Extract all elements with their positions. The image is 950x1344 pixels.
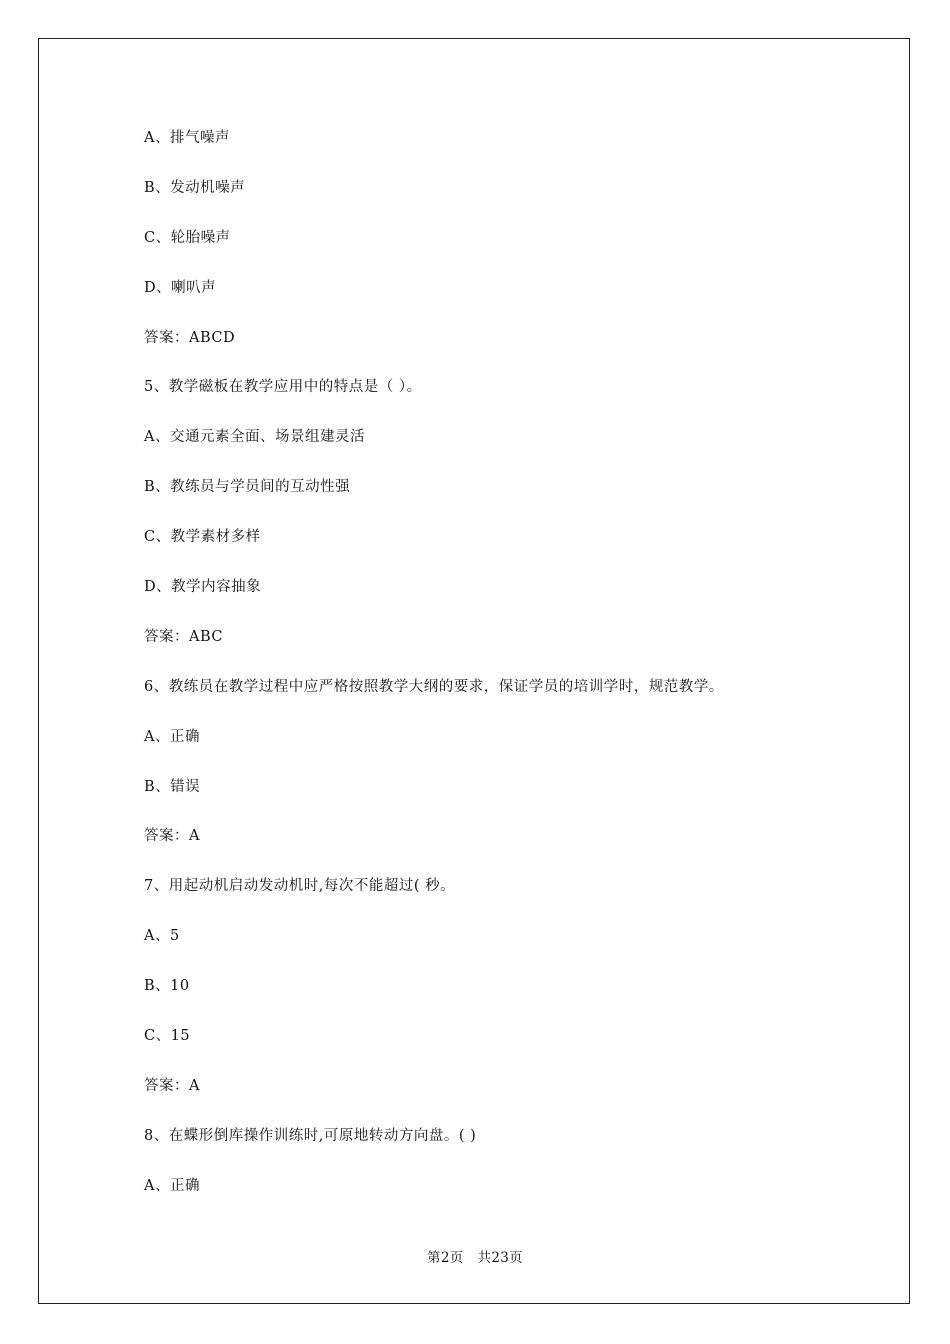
- q5-option-c: C、教学素材多样: [144, 529, 261, 546]
- answer-q7: 答案：A: [144, 1077, 200, 1094]
- question-5: 5、教学磁板在教学应用中的特点是（ ）。: [144, 379, 422, 396]
- q7-option-b: B、10: [144, 978, 190, 995]
- q6-option-b: B、错误: [144, 778, 201, 795]
- option-c-tire-noise: C、轮胎噪声: [144, 229, 231, 246]
- option-b-engine-noise: B、发动机噪声: [144, 179, 246, 196]
- q6-option-a: A、正确: [144, 728, 200, 745]
- option-a-exhaust-noise: A、排气噪声: [144, 130, 230, 146]
- answer-q4: 答案：ABCD: [144, 329, 236, 346]
- question-8: 8、在蝶形倒库操作训练时,可原地转动方向盘。( ): [144, 1127, 477, 1144]
- q5-option-d: D、教学内容抽象: [144, 579, 262, 596]
- document-body: [144, 124, 864, 1222]
- question-6: 6、教练员在教学过程中应严格按照教学大纲的要求，保证学员的培训学时，规范教学。: [144, 678, 724, 695]
- page-number: 第2页: [427, 1250, 464, 1266]
- page-total: 共23页: [477, 1250, 523, 1266]
- answer-q6: 答案：A: [144, 828, 200, 845]
- page-footer: [0, 1248, 950, 1268]
- option-d-horn: D、喇叭声: [144, 279, 217, 296]
- question-7: 7、用起动机启动发动机时,每次不能超过( 秒。: [144, 878, 456, 895]
- q5-option-a: A、交通元素全面、场景组建灵活: [144, 429, 365, 446]
- q8-option-a: A、正确: [144, 1177, 200, 1194]
- q7-option-a: A、5: [144, 928, 180, 945]
- answer-q5: 答案：ABC: [144, 628, 223, 645]
- q7-option-c: C、15: [144, 1028, 191, 1045]
- q5-option-b: B、教练员与学员间的互动性强: [144, 479, 351, 496]
